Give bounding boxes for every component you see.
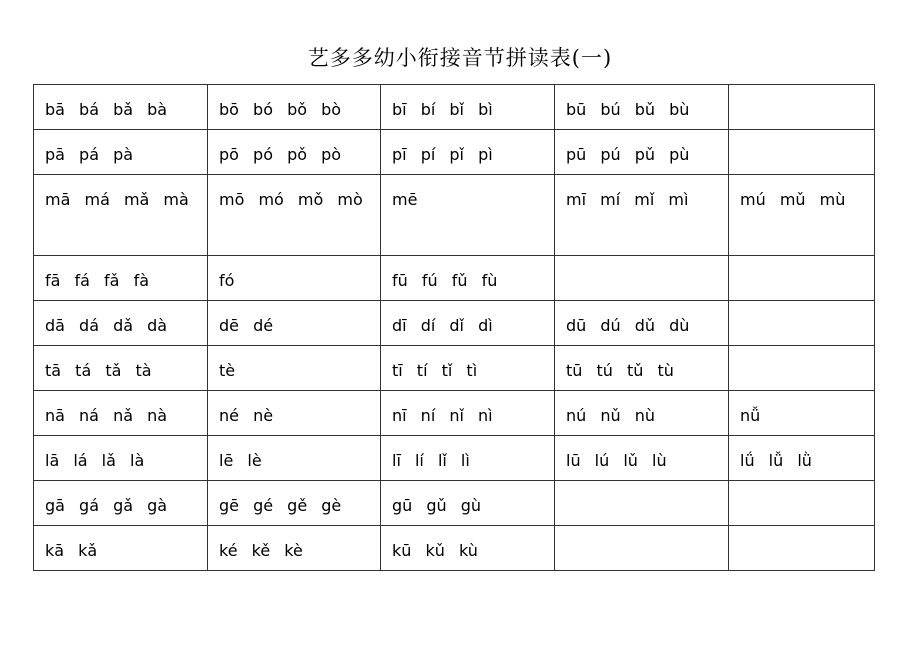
table-cell: gā gá gǎ gà <box>34 481 208 526</box>
table-cell: kā kǎ <box>34 526 208 571</box>
table-cell <box>729 301 875 346</box>
table-cell: tī tí tǐ tì <box>381 346 555 391</box>
table-cell <box>729 85 875 130</box>
syllable-table <box>33 84 875 571</box>
table-cell: lā lá lǎ là <box>34 436 208 481</box>
table-cell: pī pí pǐ pì <box>381 130 555 175</box>
table-cell: lǘ lǚ lǜ <box>729 436 875 481</box>
table-cell: dī dí dǐ dì <box>381 301 555 346</box>
table-cell: nǚ <box>729 391 875 436</box>
table-cell <box>555 526 729 571</box>
table-cell: bū bú bǔ bù <box>555 85 729 130</box>
table-cell: nī ní nǐ nì <box>381 391 555 436</box>
table-cell: fó <box>208 256 381 301</box>
table-cell: mā má mǎ mà <box>34 175 208 256</box>
table-row <box>34 481 875 526</box>
table-row <box>34 85 875 130</box>
table-cell: tā tá tǎ tà <box>34 346 208 391</box>
table-row <box>34 346 875 391</box>
table-cell <box>729 256 875 301</box>
table-cell <box>729 526 875 571</box>
table-cell: lū lú lǔ lù <box>555 436 729 481</box>
table-cell: dā dá dǎ dà <box>34 301 208 346</box>
page-title: 艺多多幼小衔接音节拼读表(一) <box>307 46 613 70</box>
table-cell: fā fá fǎ fà <box>34 256 208 301</box>
table-cell: dē dé <box>208 301 381 346</box>
table-cell: bō bó bǒ bò <box>208 85 381 130</box>
table-cell: pō pó pǒ pò <box>208 130 381 175</box>
table-row <box>34 130 875 175</box>
table-cell: né nè <box>208 391 381 436</box>
table-cell: lē lè <box>208 436 381 481</box>
table-cell: dū dú dǔ dù <box>555 301 729 346</box>
table-cell: pā pá pà <box>34 130 208 175</box>
table-cell: gē gé gě gè <box>208 481 381 526</box>
table-row <box>34 301 875 346</box>
table-cell: fū fú fǔ fù <box>381 256 555 301</box>
table-cell <box>729 481 875 526</box>
table-cell: mī mí mǐ mì <box>555 175 729 256</box>
table-cell: mú mǔ mù <box>729 175 875 256</box>
table-cell: lī lí lǐ lì <box>381 436 555 481</box>
table-cell: ké kě kè <box>208 526 381 571</box>
table-cell: tū tú tǔ tù <box>555 346 729 391</box>
table-cell: mē <box>381 175 555 256</box>
table-cell: bī bí bǐ bì <box>381 85 555 130</box>
table-cell: mō mó mǒ mò <box>208 175 381 256</box>
table-row <box>34 256 875 301</box>
table-cell: pū pú pǔ pù <box>555 130 729 175</box>
table-cell: tè <box>208 346 381 391</box>
table-cell: gū gǔ gù <box>381 481 555 526</box>
table-cell <box>729 346 875 391</box>
table-cell <box>729 130 875 175</box>
table-row <box>34 526 875 571</box>
table-cell <box>555 256 729 301</box>
table-cell <box>555 481 729 526</box>
table-row <box>34 391 875 436</box>
table-row <box>34 436 875 481</box>
table-row <box>34 175 875 256</box>
table-cell: kū kǔ kù <box>381 526 555 571</box>
table-cell: nā ná nǎ nà <box>34 391 208 436</box>
table-cell: nú nǔ nù <box>555 391 729 436</box>
table-cell: bā bá bǎ bà <box>34 85 208 130</box>
